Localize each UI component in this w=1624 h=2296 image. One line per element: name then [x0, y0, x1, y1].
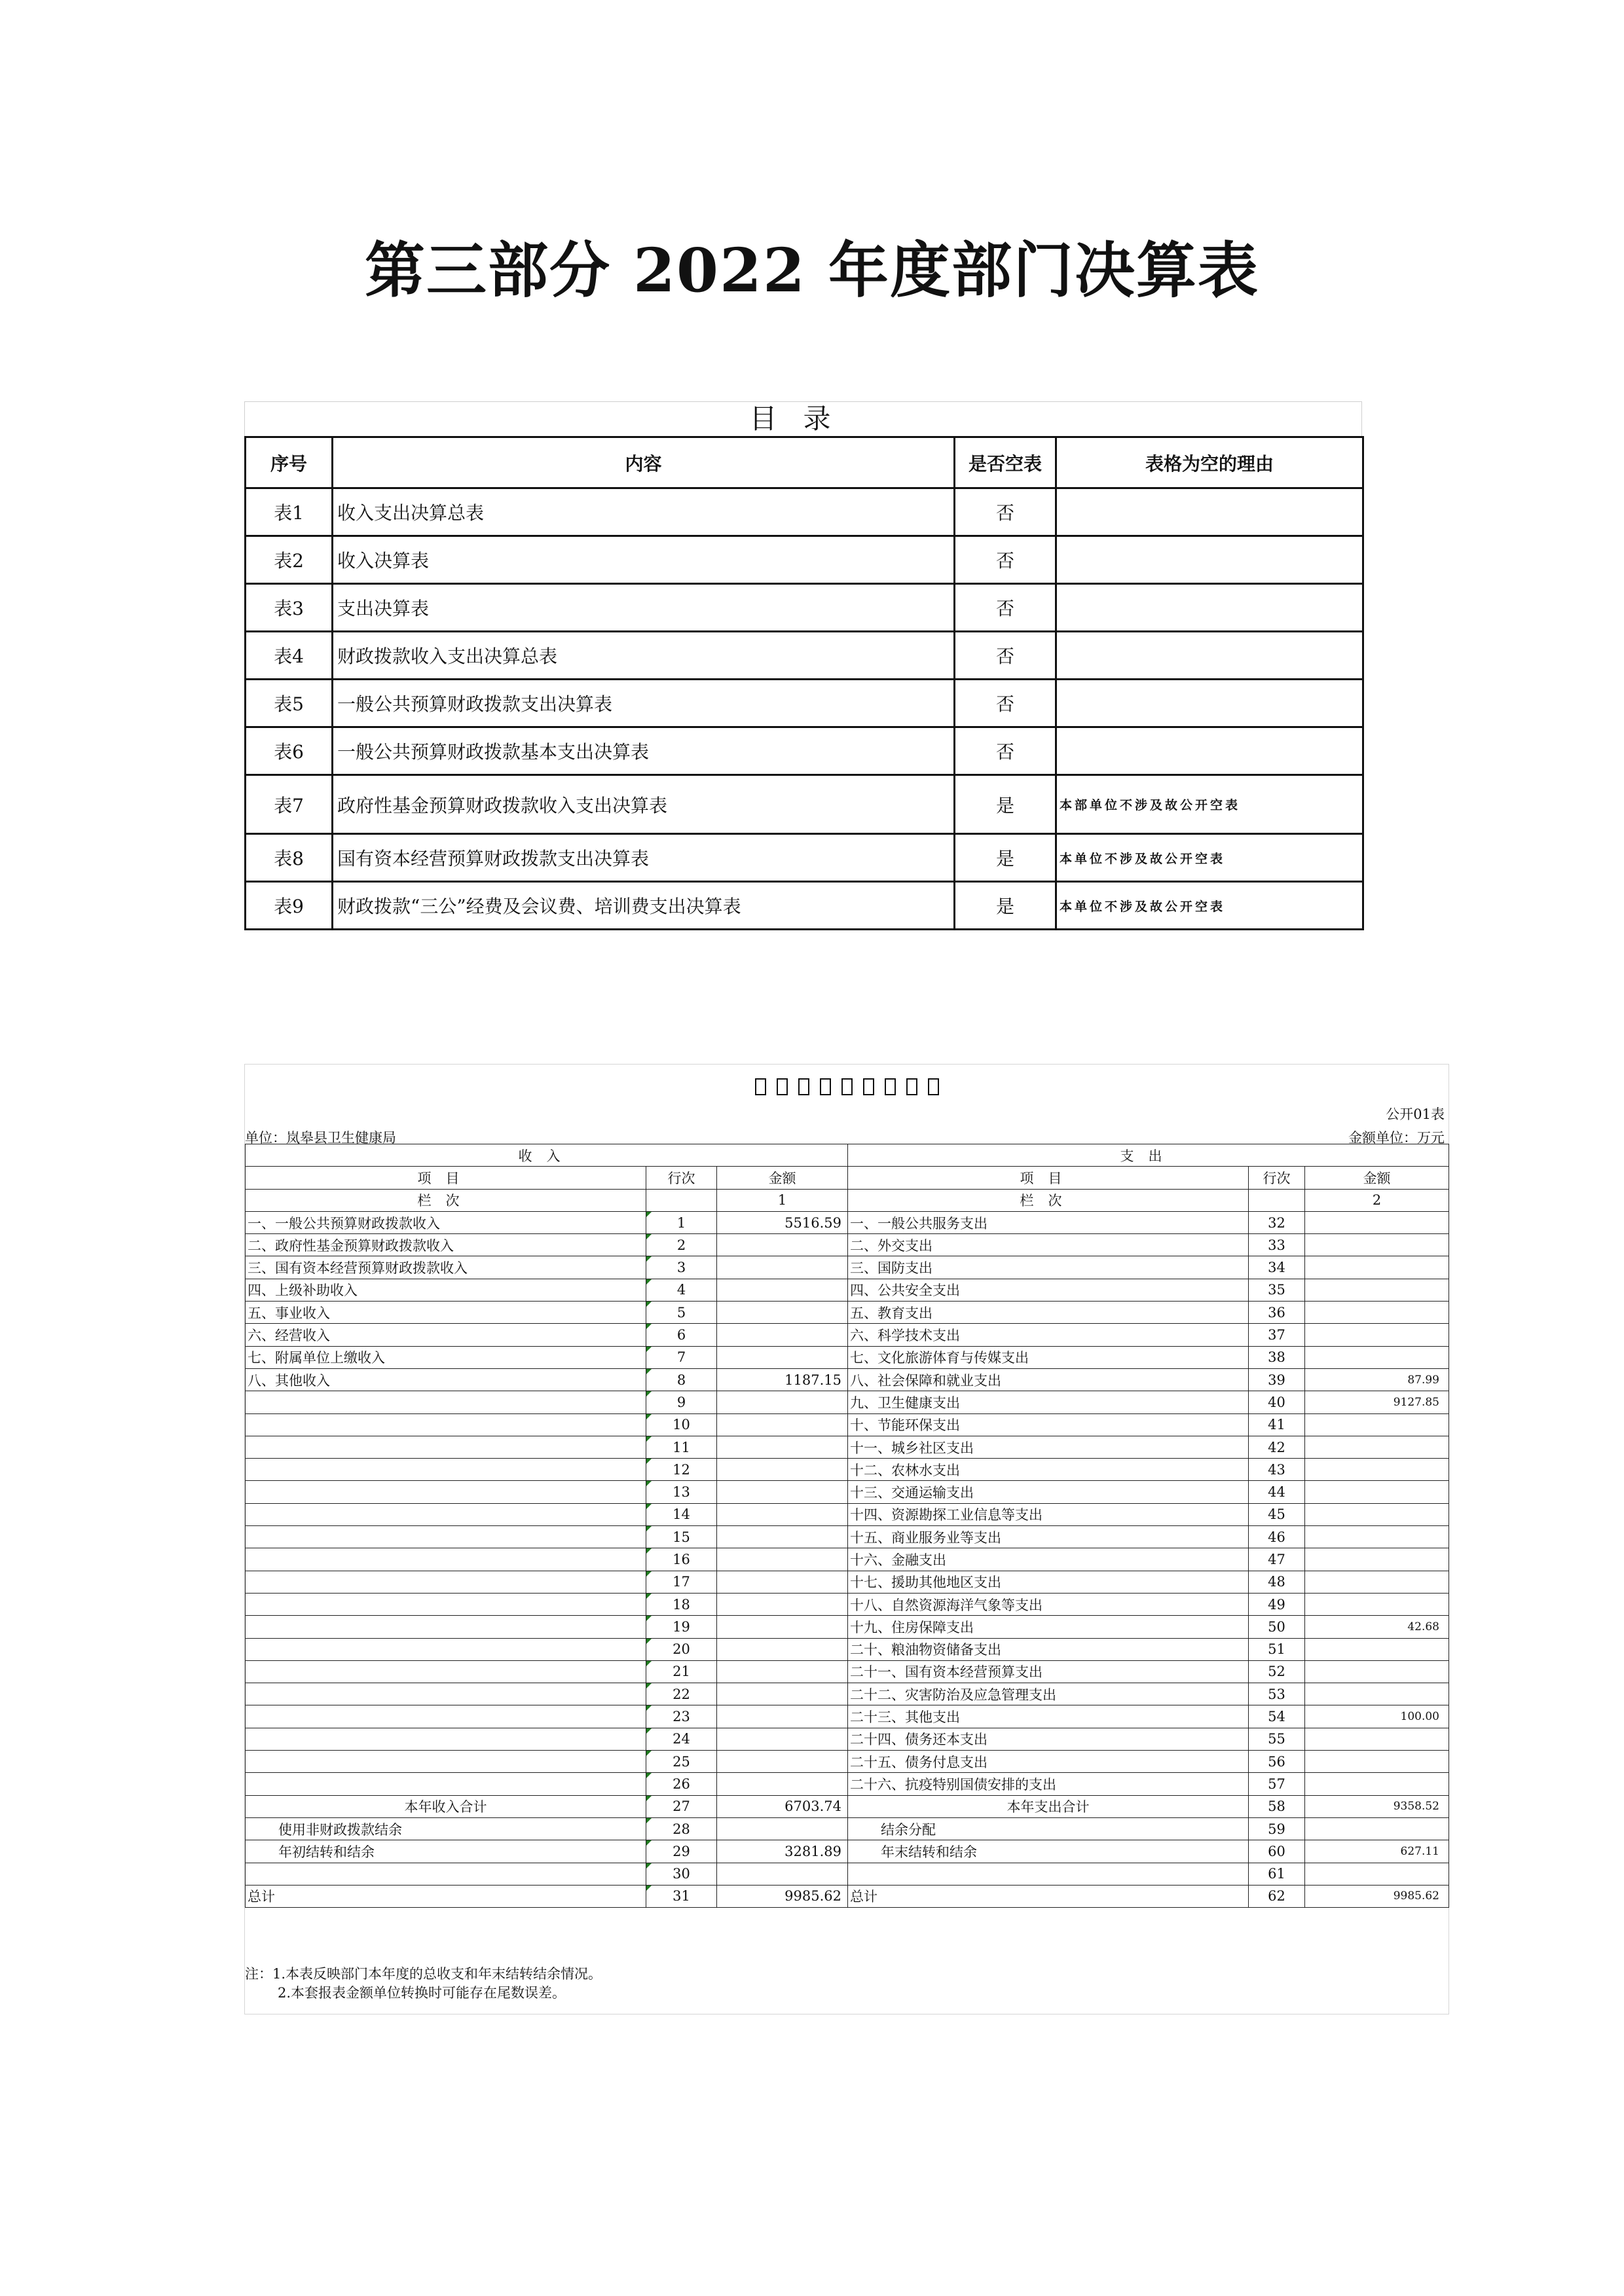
income-item: 二、政府性基金预算财政拨款收入	[246, 1234, 646, 1256]
expense-item: 二十六、抗疫特别国债安排的支出	[848, 1773, 1249, 1795]
table-row	[246, 1548, 1449, 1571]
expense-item: 十六、金融支出	[848, 1548, 1249, 1571]
income-row-no: 20	[646, 1638, 717, 1660]
income-row-no: 30	[646, 1863, 717, 1885]
expense-amount	[1305, 1256, 1449, 1279]
expense-item: 本年支出合计	[848, 1795, 1249, 1817]
toc-row-reason: 本部单位不涉及故公开空表	[1056, 775, 1363, 834]
income-amount	[717, 1773, 848, 1795]
income-row-no: 1	[646, 1211, 717, 1233]
income-amount	[717, 1526, 848, 1548]
income-item: 一、一般公共预算财政拨款收入	[246, 1211, 646, 1233]
expense-item: 七、文化旅游体育与传媒支出	[848, 1346, 1249, 1368]
toc-row	[246, 727, 1363, 775]
income-amount: 6703.74	[717, 1795, 848, 1817]
toc-row-number: 表1	[246, 488, 333, 536]
expense-row-no: 45	[1249, 1503, 1305, 1525]
income-amount	[717, 1481, 848, 1503]
expense-row-no: 61	[1249, 1863, 1305, 1885]
income-item	[246, 1571, 646, 1593]
table-row	[246, 1638, 1449, 1660]
toc-row-number: 表9	[246, 882, 333, 930]
income-amount	[717, 1346, 848, 1368]
expense-row-no: 41	[1249, 1413, 1305, 1436]
income-row-no: 7	[646, 1346, 717, 1368]
expense-row-no: 42	[1249, 1436, 1305, 1458]
table-row	[246, 1324, 1449, 1346]
expense-amount	[1305, 1436, 1449, 1458]
income-item	[246, 1459, 646, 1481]
expense-item: 二十三、其他支出	[848, 1705, 1249, 1728]
income-lanci-no: 1	[717, 1189, 848, 1211]
expense-item: 年末结转和结余	[848, 1840, 1249, 1863]
income-col-amount: 金额	[717, 1167, 848, 1189]
toc-row-reason	[1056, 536, 1363, 584]
table-row	[246, 1773, 1449, 1795]
expense-item: 十、节能环保支出	[848, 1413, 1249, 1436]
income-item	[246, 1728, 646, 1750]
income-row-no: 16	[646, 1548, 717, 1571]
toc-row-empty-flag: 是	[955, 834, 1056, 882]
expense-row-no: 56	[1249, 1751, 1305, 1773]
income-item: 三、国有资本经营预算财政拨款收入	[246, 1256, 646, 1279]
income-amount	[717, 1705, 848, 1728]
expense-amount	[1305, 1503, 1449, 1525]
expense-row-no: 62	[1249, 1885, 1305, 1907]
income-amount	[717, 1638, 848, 1660]
toc-row-empty-flag: 否	[955, 727, 1056, 775]
expense-amount	[1305, 1481, 1449, 1503]
expense-item: 结余分配	[848, 1817, 1249, 1840]
expense-lanci-label: 栏次	[848, 1189, 1249, 1211]
income-amount	[717, 1324, 848, 1346]
expense-row-no: 38	[1249, 1346, 1305, 1368]
income-row-no: 15	[646, 1526, 717, 1548]
toc-row-reason	[1056, 488, 1363, 536]
income-amount	[717, 1436, 848, 1458]
expense-item: 二十一、国有资本经营预算支出	[848, 1660, 1249, 1683]
income-item: 本年收入合计	[246, 1795, 646, 1817]
expense-item: 二十二、灾害防治及应急管理支出	[848, 1683, 1249, 1705]
expense-col-amount: 金额	[1305, 1167, 1449, 1189]
income-row-no: 29	[646, 1840, 717, 1863]
toc-row-empty-flag: 否	[955, 488, 1056, 536]
expense-item: 六、科学技术支出	[848, 1324, 1249, 1346]
income-amount	[717, 1391, 848, 1413]
table-row	[246, 1279, 1449, 1301]
toc-row-empty-flag: 否	[955, 680, 1056, 727]
toc-row-number: 表5	[246, 680, 333, 727]
toc-row-number: 表6	[246, 727, 333, 775]
income-item	[246, 1503, 646, 1525]
expense-item: 八、社会保障和就业支出	[848, 1368, 1249, 1391]
expense-row-no: 32	[1249, 1211, 1305, 1233]
summary-row	[246, 1885, 1449, 1907]
expense-amount	[1305, 1593, 1449, 1615]
page-title: 第三部分 2022 年度部门决算表	[364, 235, 1260, 306]
lanci-row	[246, 1189, 1449, 1211]
expense-row-no: 51	[1249, 1638, 1305, 1660]
table-row	[246, 1503, 1449, 1525]
table-row	[246, 1234, 1449, 1256]
income-item	[246, 1638, 646, 1660]
expense-row-no: 47	[1249, 1548, 1305, 1571]
income-amount	[717, 1459, 848, 1481]
income-row-no: 24	[646, 1728, 717, 1750]
income-header: 收入	[246, 1144, 848, 1167]
income-amount: 3281.89	[717, 1840, 848, 1863]
expense-item: 十三、交通运输支出	[848, 1481, 1249, 1503]
income-item	[246, 1705, 646, 1728]
expense-amount: 100.00	[1305, 1705, 1449, 1728]
income-amount	[717, 1660, 848, 1683]
expense-item: 十五、商业服务业等支出	[848, 1526, 1249, 1548]
income-expense-table	[245, 1144, 1449, 1908]
table-row	[246, 1302, 1449, 1324]
income-item	[246, 1660, 646, 1683]
table-row	[246, 1391, 1449, 1413]
expense-col-row: 行次	[1249, 1167, 1305, 1189]
expense-amount	[1305, 1817, 1449, 1840]
expense-amount	[1305, 1413, 1449, 1436]
toc-row-number: 表4	[246, 632, 333, 680]
table-row	[246, 1436, 1449, 1458]
income-row-no: 26	[646, 1773, 717, 1795]
expense-item: 十一、城乡社区支出	[848, 1436, 1249, 1458]
toc-row	[246, 680, 1363, 727]
toc-row-empty-flag: 是	[955, 775, 1056, 834]
income-amount	[717, 1728, 848, 1750]
table-row	[246, 1705, 1449, 1728]
toc-row-reason	[1056, 680, 1363, 727]
table-row	[246, 1728, 1449, 1750]
toc-row-content: 国有资本经营预算财政拨款支出决算表	[333, 834, 955, 882]
section-header-row	[246, 1144, 1449, 1167]
income-item	[246, 1863, 646, 1885]
expense-lanci-blank	[1249, 1189, 1305, 1211]
income-row-no: 31	[646, 1885, 717, 1907]
notes	[245, 1965, 602, 2003]
income-amount	[717, 1863, 848, 1885]
expense-amount	[1305, 1234, 1449, 1256]
toc-header-no: 序号	[246, 437, 333, 488]
income-row-no: 4	[646, 1279, 717, 1301]
toc-header-row	[246, 437, 1363, 488]
table-row	[246, 1481, 1449, 1503]
income-amount	[717, 1256, 848, 1279]
income-amount	[717, 1751, 848, 1773]
expense-item: 四、公共安全支出	[848, 1279, 1249, 1301]
income-row-no: 18	[646, 1593, 717, 1615]
income-row-no: 2	[646, 1234, 717, 1256]
toc-row-content: 一般公共预算财政拨款支出决算表	[333, 680, 955, 727]
income-row-no: 28	[646, 1817, 717, 1840]
income-item: 四、上级补助收入	[246, 1279, 646, 1301]
table-row	[246, 1413, 1449, 1436]
toc-row-content: 支出决算表	[333, 584, 955, 632]
expense-row-no: 46	[1249, 1526, 1305, 1548]
expense-row-no: 49	[1249, 1593, 1305, 1615]
income-row-no: 25	[646, 1751, 717, 1773]
income-row-no: 17	[646, 1571, 717, 1593]
income-amount: 5516.59	[717, 1211, 848, 1233]
toc-section	[244, 401, 1362, 930]
expense-row-no: 48	[1249, 1571, 1305, 1593]
expense-row-no: 60	[1249, 1840, 1305, 1863]
expense-row-no: 40	[1249, 1391, 1305, 1413]
table-row	[246, 1683, 1449, 1705]
toc-row-number: 表7	[246, 775, 333, 834]
sheet-title-missing-glyphs	[245, 1076, 1449, 1096]
expense-item: 十二、农林水支出	[848, 1459, 1249, 1481]
income-row-no: 10	[646, 1413, 717, 1436]
toc-row-content: 财政拨款“三公”经费及会议费、培训费支出决算表	[333, 882, 955, 930]
toc-row-content: 一般公共预算财政拨款基本支出决算表	[333, 727, 955, 775]
expense-item: 十八、自然资源海洋气象等支出	[848, 1593, 1249, 1615]
expense-amount	[1305, 1660, 1449, 1683]
expense-row-no: 52	[1249, 1660, 1305, 1683]
toc-row-empty-flag: 是	[955, 882, 1056, 930]
toc-row-content: 财政拨款收入支出决算总表	[333, 632, 955, 680]
income-amount	[717, 1683, 848, 1705]
toc-row	[246, 775, 1363, 834]
toc-table	[244, 436, 1364, 930]
table-row	[246, 1751, 1449, 1773]
income-amount	[717, 1817, 848, 1840]
toc-title: 目录	[244, 401, 1362, 436]
income-row-no: 3	[646, 1256, 717, 1279]
expense-item: 十四、资源勘探工业信息等支出	[848, 1503, 1249, 1525]
reporting-unit: 单位：岚皋县卫生健康局	[245, 1130, 396, 1146]
expense-row-no: 58	[1249, 1795, 1305, 1817]
expense-amount: 87.99	[1305, 1368, 1449, 1391]
income-item	[246, 1593, 646, 1615]
toc-row	[246, 882, 1363, 930]
expense-row-no: 44	[1249, 1481, 1305, 1503]
income-item: 总计	[246, 1885, 646, 1907]
expense-amount: 9358.52	[1305, 1795, 1449, 1817]
income-item: 使用非财政拨款结余	[246, 1817, 646, 1840]
expense-row-no: 43	[1249, 1459, 1305, 1481]
toc-header-reason: 表格为空的理由	[1056, 437, 1363, 488]
income-item: 年初结转和结余	[246, 1840, 646, 1863]
expense-amount	[1305, 1863, 1449, 1885]
expense-row-no: 34	[1249, 1256, 1305, 1279]
toc-row-reason	[1056, 632, 1363, 680]
income-amount	[717, 1279, 848, 1301]
income-item: 八、其他收入	[246, 1368, 646, 1391]
expense-amount	[1305, 1324, 1449, 1346]
income-amount	[717, 1548, 848, 1571]
expense-item: 十七、援助其他地区支出	[848, 1571, 1249, 1593]
income-row-no: 14	[646, 1503, 717, 1525]
expense-row-no: 59	[1249, 1817, 1305, 1840]
toc-row-number: 表8	[246, 834, 333, 882]
income-item: 六、经营收入	[246, 1324, 646, 1346]
expense-amount	[1305, 1346, 1449, 1368]
toc-row-content: 收入决算表	[333, 536, 955, 584]
expense-row-no: 55	[1249, 1728, 1305, 1750]
toc-row-reason	[1056, 584, 1363, 632]
toc-row-number: 表3	[246, 584, 333, 632]
income-amount	[717, 1234, 848, 1256]
toc-row	[246, 584, 1363, 632]
income-amount: 9985.62	[717, 1885, 848, 1907]
expense-item: 二、外交支出	[848, 1234, 1249, 1256]
expense-item: 十九、住房保障支出	[848, 1616, 1249, 1638]
income-row-no: 9	[646, 1391, 717, 1413]
expense-item: 五、教育支出	[848, 1302, 1249, 1324]
toc-row-reason	[1056, 727, 1363, 775]
income-item: 七、附属单位上缴收入	[246, 1346, 646, 1368]
expense-amount	[1305, 1548, 1449, 1571]
income-row-no: 13	[646, 1481, 717, 1503]
income-row-no: 23	[646, 1705, 717, 1728]
income-row-no: 5	[646, 1302, 717, 1324]
expense-row-no: 37	[1249, 1324, 1305, 1346]
income-lanci-label: 栏次	[246, 1189, 646, 1211]
column-header-row	[246, 1167, 1449, 1189]
expense-amount	[1305, 1728, 1449, 1750]
expense-item: 一、一般公共服务支出	[848, 1211, 1249, 1233]
income-row-no: 11	[646, 1436, 717, 1458]
note-2: 2.本套报表金额单位转换时可能存在尾数误差。	[278, 1985, 566, 2001]
expense-col-item: 项目	[848, 1167, 1249, 1189]
toc-row	[246, 488, 1363, 536]
expense-row-no: 36	[1249, 1302, 1305, 1324]
expense-row-no: 50	[1249, 1616, 1305, 1638]
income-col-row: 行次	[646, 1167, 717, 1189]
note-1: 注：1.本表反映部门本年度的总收支和年末结转结余情况。	[245, 1966, 602, 1982]
income-item	[246, 1548, 646, 1571]
income-amount: 1187.15	[717, 1368, 848, 1391]
income-row-no: 12	[646, 1459, 717, 1481]
summary-row	[246, 1795, 1449, 1817]
amount-unit: 金额单位：万元	[1348, 1130, 1445, 1146]
expense-amount: 9127.85	[1305, 1391, 1449, 1413]
expense-amount	[1305, 1526, 1449, 1548]
expense-item	[848, 1863, 1249, 1885]
income-item	[246, 1616, 646, 1638]
income-amount	[717, 1503, 848, 1525]
expense-lanci-no: 2	[1305, 1189, 1449, 1211]
expense-row-no: 57	[1249, 1773, 1305, 1795]
expense-item: 二十四、债务还本支出	[848, 1728, 1249, 1750]
expense-amount	[1305, 1638, 1449, 1660]
expense-row-no: 54	[1249, 1705, 1305, 1728]
expense-amount	[1305, 1211, 1449, 1233]
income-row-no: 21	[646, 1660, 717, 1683]
income-item	[246, 1436, 646, 1458]
income-item	[246, 1526, 646, 1548]
expense-amount	[1305, 1683, 1449, 1705]
expense-item: 二十五、债务付息支出	[848, 1751, 1249, 1773]
expense-amount: 627.11	[1305, 1840, 1449, 1863]
summary-row	[246, 1840, 1449, 1863]
income-amount	[717, 1616, 848, 1638]
table-row	[246, 1571, 1449, 1593]
expense-item: 总计	[848, 1885, 1249, 1907]
toc-row-empty-flag: 否	[955, 584, 1056, 632]
expense-item: 三、国防支出	[848, 1256, 1249, 1279]
income-amount	[717, 1302, 848, 1324]
toc-row	[246, 536, 1363, 584]
expense-row-no: 33	[1249, 1234, 1305, 1256]
table-row	[246, 1256, 1449, 1279]
table-row	[246, 1660, 1449, 1683]
income-row-no: 22	[646, 1683, 717, 1705]
toc-header-content: 内容	[333, 437, 955, 488]
table-row	[246, 1616, 1449, 1638]
expense-amount	[1305, 1279, 1449, 1301]
toc-row-number: 表2	[246, 536, 333, 584]
toc-row-content: 政府性基金预算财政拨款收入支出决算表	[333, 775, 955, 834]
expense-item: 九、卫生健康支出	[848, 1391, 1249, 1413]
income-item	[246, 1391, 646, 1413]
expense-row-no: 53	[1249, 1683, 1305, 1705]
income-amount	[717, 1593, 848, 1615]
toc-row-reason: 本单位不涉及故公开空表	[1056, 834, 1363, 882]
income-item	[246, 1683, 646, 1705]
toc-row-content: 收入支出决算总表	[333, 488, 955, 536]
income-row-no: 8	[646, 1368, 717, 1391]
toc-row	[246, 834, 1363, 882]
form-code: 公开01表	[1386, 1106, 1445, 1122]
income-amount	[717, 1571, 848, 1593]
expense-amount	[1305, 1459, 1449, 1481]
expense-row-no: 39	[1249, 1368, 1305, 1391]
income-item	[246, 1481, 646, 1503]
toc-row-empty-flag: 否	[955, 632, 1056, 680]
expense-amount	[1305, 1302, 1449, 1324]
summary-row	[246, 1817, 1449, 1840]
income-lanci-blank	[646, 1189, 717, 1211]
table-row	[246, 1593, 1449, 1615]
income-row-no: 27	[646, 1795, 717, 1817]
expense-item: 二十、粮油物资储备支出	[848, 1638, 1249, 1660]
table-row	[246, 1368, 1449, 1391]
toc-row	[246, 632, 1363, 680]
sheet-01	[244, 1064, 1449, 2014]
expense-amount: 42.68	[1305, 1616, 1449, 1638]
income-col-item: 项目	[246, 1167, 646, 1189]
toc-row-reason: 本单位不涉及故公开空表	[1056, 882, 1363, 930]
expense-amount	[1305, 1751, 1449, 1773]
expense-amount: 9985.62	[1305, 1885, 1449, 1907]
toc-row-empty-flag: 否	[955, 536, 1056, 584]
expense-row-no: 35	[1249, 1279, 1305, 1301]
income-item	[246, 1751, 646, 1773]
income-row-no: 19	[646, 1616, 717, 1638]
income-row-no: 6	[646, 1324, 717, 1346]
table-row	[246, 1346, 1449, 1368]
toc-header-empty: 是否空表	[955, 437, 1056, 488]
income-item	[246, 1773, 646, 1795]
expense-amount	[1305, 1773, 1449, 1795]
income-item	[246, 1413, 646, 1436]
summary-row	[246, 1863, 1449, 1885]
table-row	[246, 1526, 1449, 1548]
income-amount	[717, 1413, 848, 1436]
table-row	[246, 1211, 1449, 1233]
table-row	[246, 1459, 1449, 1481]
income-item: 五、事业收入	[246, 1302, 646, 1324]
expense-header: 支出	[848, 1144, 1449, 1167]
expense-amount	[1305, 1571, 1449, 1593]
